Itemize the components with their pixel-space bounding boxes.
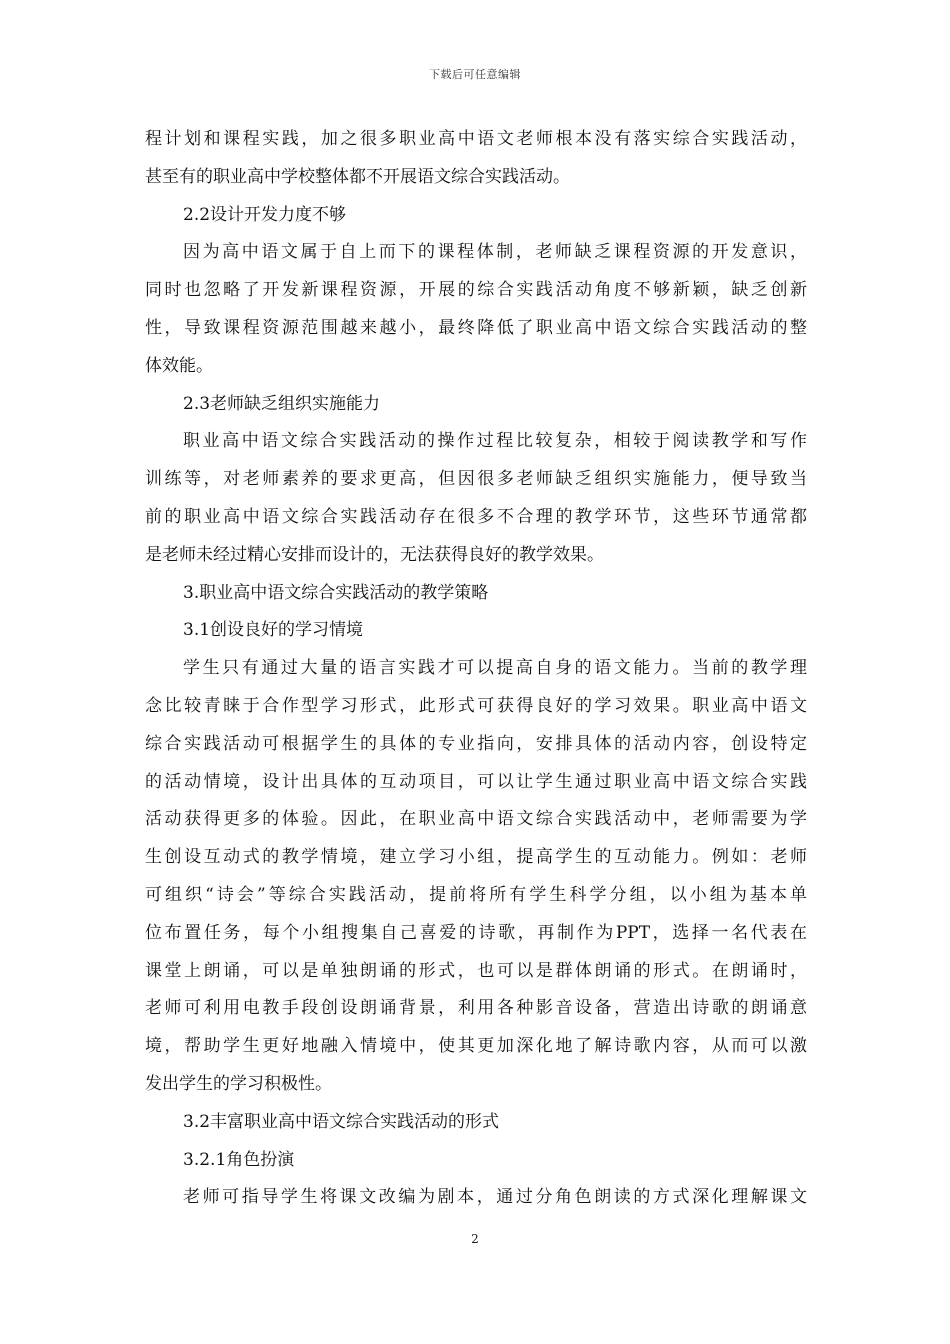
- paragraph-line: 是老师未经过精心安排而设计的，无法获得良好的教学效果。: [145, 544, 604, 565]
- section-heading: 2.3老师缺乏组织实施能力: [183, 393, 381, 414]
- paragraph-line: 境，帮助学生更好地融入情境中，使其更加深化地了解诗歌内容，从而可以激: [145, 1036, 807, 1057]
- page-number: 2: [471, 1232, 479, 1246]
- paragraph-line: 课堂上朗诵，可以是单独朗诵的形式，也可以是群体朗诵的形式。在朗诵时，: [145, 960, 807, 981]
- paragraph-line: 训练等，对老师素养的要求更高，但因很多老师缺乏组织实施能力，便导致当: [145, 469, 807, 490]
- paragraph-line: 生创设互动式的教学情境，建立学习小组，提高学生的互动能力。例如：老师: [145, 847, 807, 868]
- section-heading: 2.2设计开发力度不够: [183, 204, 347, 225]
- paragraph-line: 职业高中语文综合实践活动的操作过程比较复杂，相较于阅读教学和写作: [183, 431, 807, 452]
- section-heading: 3.1创设良好的学习情境: [183, 620, 364, 641]
- paragraph-line: 综合实践活动可根据学生的具体的专业指向，安排具体的活动内容，创设特定: [145, 733, 807, 754]
- paragraph-line: 活动获得更多的体验。因此，在职业高中语文综合实践活动中，老师需要为学: [145, 809, 807, 830]
- section-heading: 3.2丰富职业高中语文综合实践活动的形式: [183, 1111, 500, 1132]
- paragraph-line: 的活动情境，设计出具体的互动项目，可以让学生通过职业高中语文综合实践: [145, 771, 807, 792]
- paragraph-line: 学生只有通过大量的语言实践才可以提高自身的语文能力。当前的教学理: [183, 658, 807, 679]
- paragraph-line: 因为高中语文属于自上而下的课程体制，老师缺乏课程资源的开发意识，: [183, 242, 807, 263]
- paragraph-line: 老师可指导学生将课文改编为剧本，通过分角色朗读的方式深化理解课文: [183, 1187, 807, 1208]
- section-heading: 3.职业高中语文综合实践活动的教学策略: [183, 582, 489, 603]
- paragraph-line: 位布置任务，每个小组搜集自己喜爱的诗歌，再制作为PPT，选择一名代表在: [145, 922, 807, 943]
- paragraph-line: 同时也忽略了开发新课程资源，开展的综合实践活动角度不够新颖，缺乏创新: [145, 280, 807, 301]
- document-body: [145, 121, 807, 1217]
- paragraph-line: 性，导致课程资源范围越来越小，最终降低了职业高中语文综合实践活动的整: [145, 317, 807, 338]
- section-heading: 3.2.1角色扮演: [183, 1149, 295, 1170]
- page-header: 下载后可任意编辑: [429, 68, 521, 81]
- paragraph-line: 可组织“诗会”等综合实践活动，提前将所有学生科学分组，以小组为基本单: [145, 884, 807, 905]
- paragraph-line: 程计划和课程实践，加之很多职业高中语文老师根本没有落实综合实践活动，: [145, 129, 807, 149]
- paragraph-line: 发出学生的学习积极性。: [145, 1073, 332, 1094]
- paragraph-line: 甚至有的职业高中学校整体都不开展语文综合实践活动。: [145, 166, 570, 187]
- paragraph-line: 体效能。: [145, 355, 213, 376]
- paragraph-line: 老师可利用电教手段创设朗诵背景，利用各种影音设备，营造出诗歌的朗诵意: [145, 998, 807, 1019]
- paragraph-line: 前的职业高中语文综合实践活动存在很多不合理的教学环节，这些环节通常都: [145, 506, 807, 527]
- paragraph-line: 念比较青睐于合作型学习形式，此形式可获得良好的学习效果。职业高中语文: [145, 695, 807, 716]
